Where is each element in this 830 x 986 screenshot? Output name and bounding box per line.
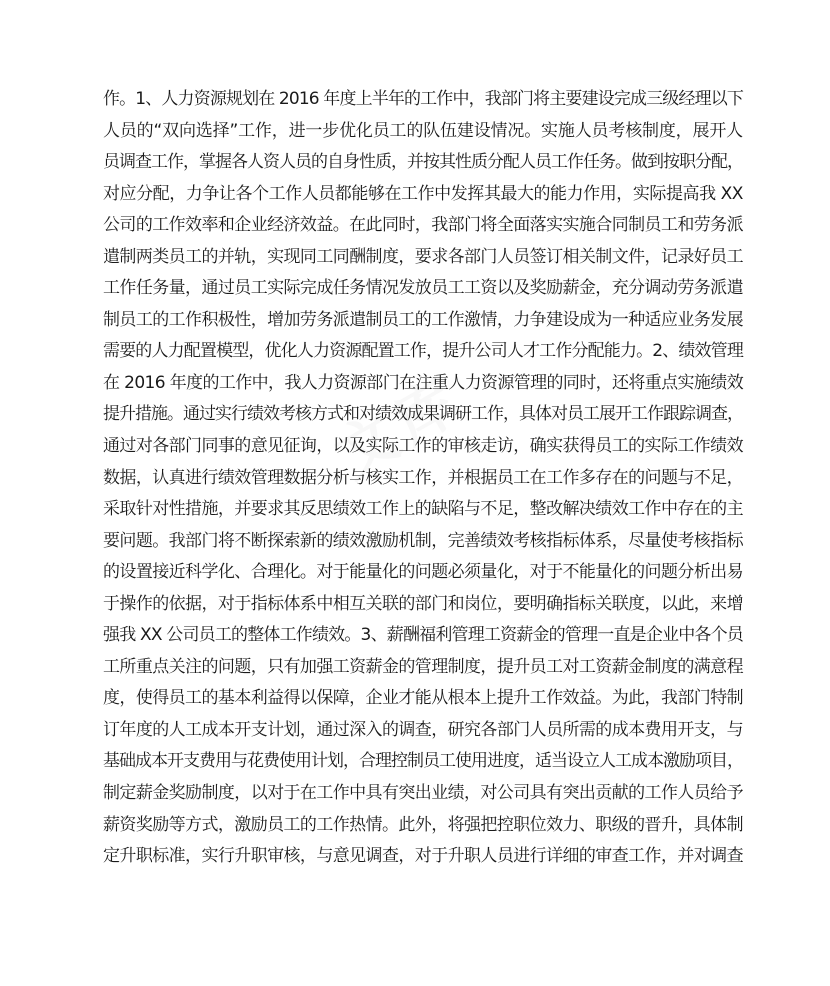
body-text: [103, 84, 743, 873]
text-line: 工作任务量，通过员工实际完成任务情况发放员工工资以及奖励薪金，充分调动劳务派遣: [103, 278, 743, 299]
text-line: 基础成本开支费用与花费使用计划，合理控制员工使用进度，适当设立人工成本激励项目，: [103, 751, 743, 772]
text-line: 制员工的工作积极性，增加劳务派遣制员工的工作激情，力争建设成为一种适应业务发展: [103, 309, 743, 330]
text-line: 制定薪金奖励制度，以对于在工作中具有突出业绩，对公司具有突出贡献的工作人员给予: [103, 783, 743, 804]
text-line: 于操作的依据，对于指标体系中相互关联的部门和岗位，要明确指标关联度，以此，来增: [103, 593, 743, 614]
text-line: 通过对各部门同事的意见征询，以及实际工作的审核走访，确实获得员工的实际工作绩效: [103, 436, 743, 457]
text-line: 定升职标准，实行升职审核，与意见调查，对于升职人员进行详细的审查工作，并对调查: [103, 846, 743, 867]
text-line: 人员的“双向选择”工作，进一步优化员工的队伍建设情况。实施人员考核制度，展开人: [103, 120, 743, 141]
text-line: 数据，认真进行绩效管理数据分析与核实工作，并根据员工在工作多存在的问题与不足，: [103, 467, 743, 488]
text-line: 薪资奖励等方式，激励员工的工作热情。此外，将强把控职位效力、职级的晋升，具体制: [103, 814, 743, 835]
text-line: 强我 XX 公司员工的整体工作绩效。3、薪酬福利管理工资薪金的管理一直是企业中各个员: [103, 625, 743, 646]
text-line: 在 2016 年度的工作中，我人力资源部门在注重人力资源管理的同时，还将重点实施绩效: [103, 372, 744, 393]
text-line: 作。1、人力资源规划在 2016 年度上半年的工作中，我部门将主要建设完成三级经理以下: [103, 89, 743, 109]
text-line: 提升措施。通过实行绩效考核方式和对绩效成果调研工作，具体对员工展开工作跟踪调查，: [103, 404, 743, 425]
text-line: 对应分配，力争让各个工作人员都能够在工作中发挥其最大的能力作用，实际提高我 XX: [103, 183, 743, 204]
watermark: 文库: [324, 363, 477, 492]
text-line: 工所重点关注的问题，只有加强工资薪金的管理制度，提升员工对工资薪金制度的满意程: [103, 656, 743, 677]
text-line: 订年度的人工成本开支计划，通过深入的调查，研究各部门人员所需的成本费用开支，与: [103, 719, 743, 740]
text-line: 公司的工作效率和企业经济效益。在此同时，我部门将全面落实实施合同制员工和劳务派: [103, 215, 743, 236]
text-line: 需要的人力配置模型，优化人力资源配置工作，提升公司人才工作分配能力。2、绩效管理: [103, 341, 743, 362]
text-line: 采取针对性措施，并要求其反思绩效工作上的缺陷与不足，整改解决绩效工作中存在的主: [103, 499, 743, 520]
text-line: 员调查工作，掌握各人资人员的自身性质，并按其性质分配人员工作任务。做到按职分配，: [103, 152, 743, 173]
text-line: 遣制两类员工的并轨，实现同工同酬制度，要求各部门人员签订相关制文件，记录好员工: [103, 246, 743, 267]
text-line: 要问题。我部门将不断探索新的绩效激励机制，完善绩效考核指标体系，尽量使考核指标: [103, 530, 743, 551]
text-line: 度，使得员工的基本利益得以保障，企业才能从根本上提升工作效益。为此，我部门特制: [103, 688, 743, 709]
text-line: 的设置接近科学化、合理化。对于能量化的问题必须量化，对于不能量化的问题分析出易: [103, 562, 743, 583]
